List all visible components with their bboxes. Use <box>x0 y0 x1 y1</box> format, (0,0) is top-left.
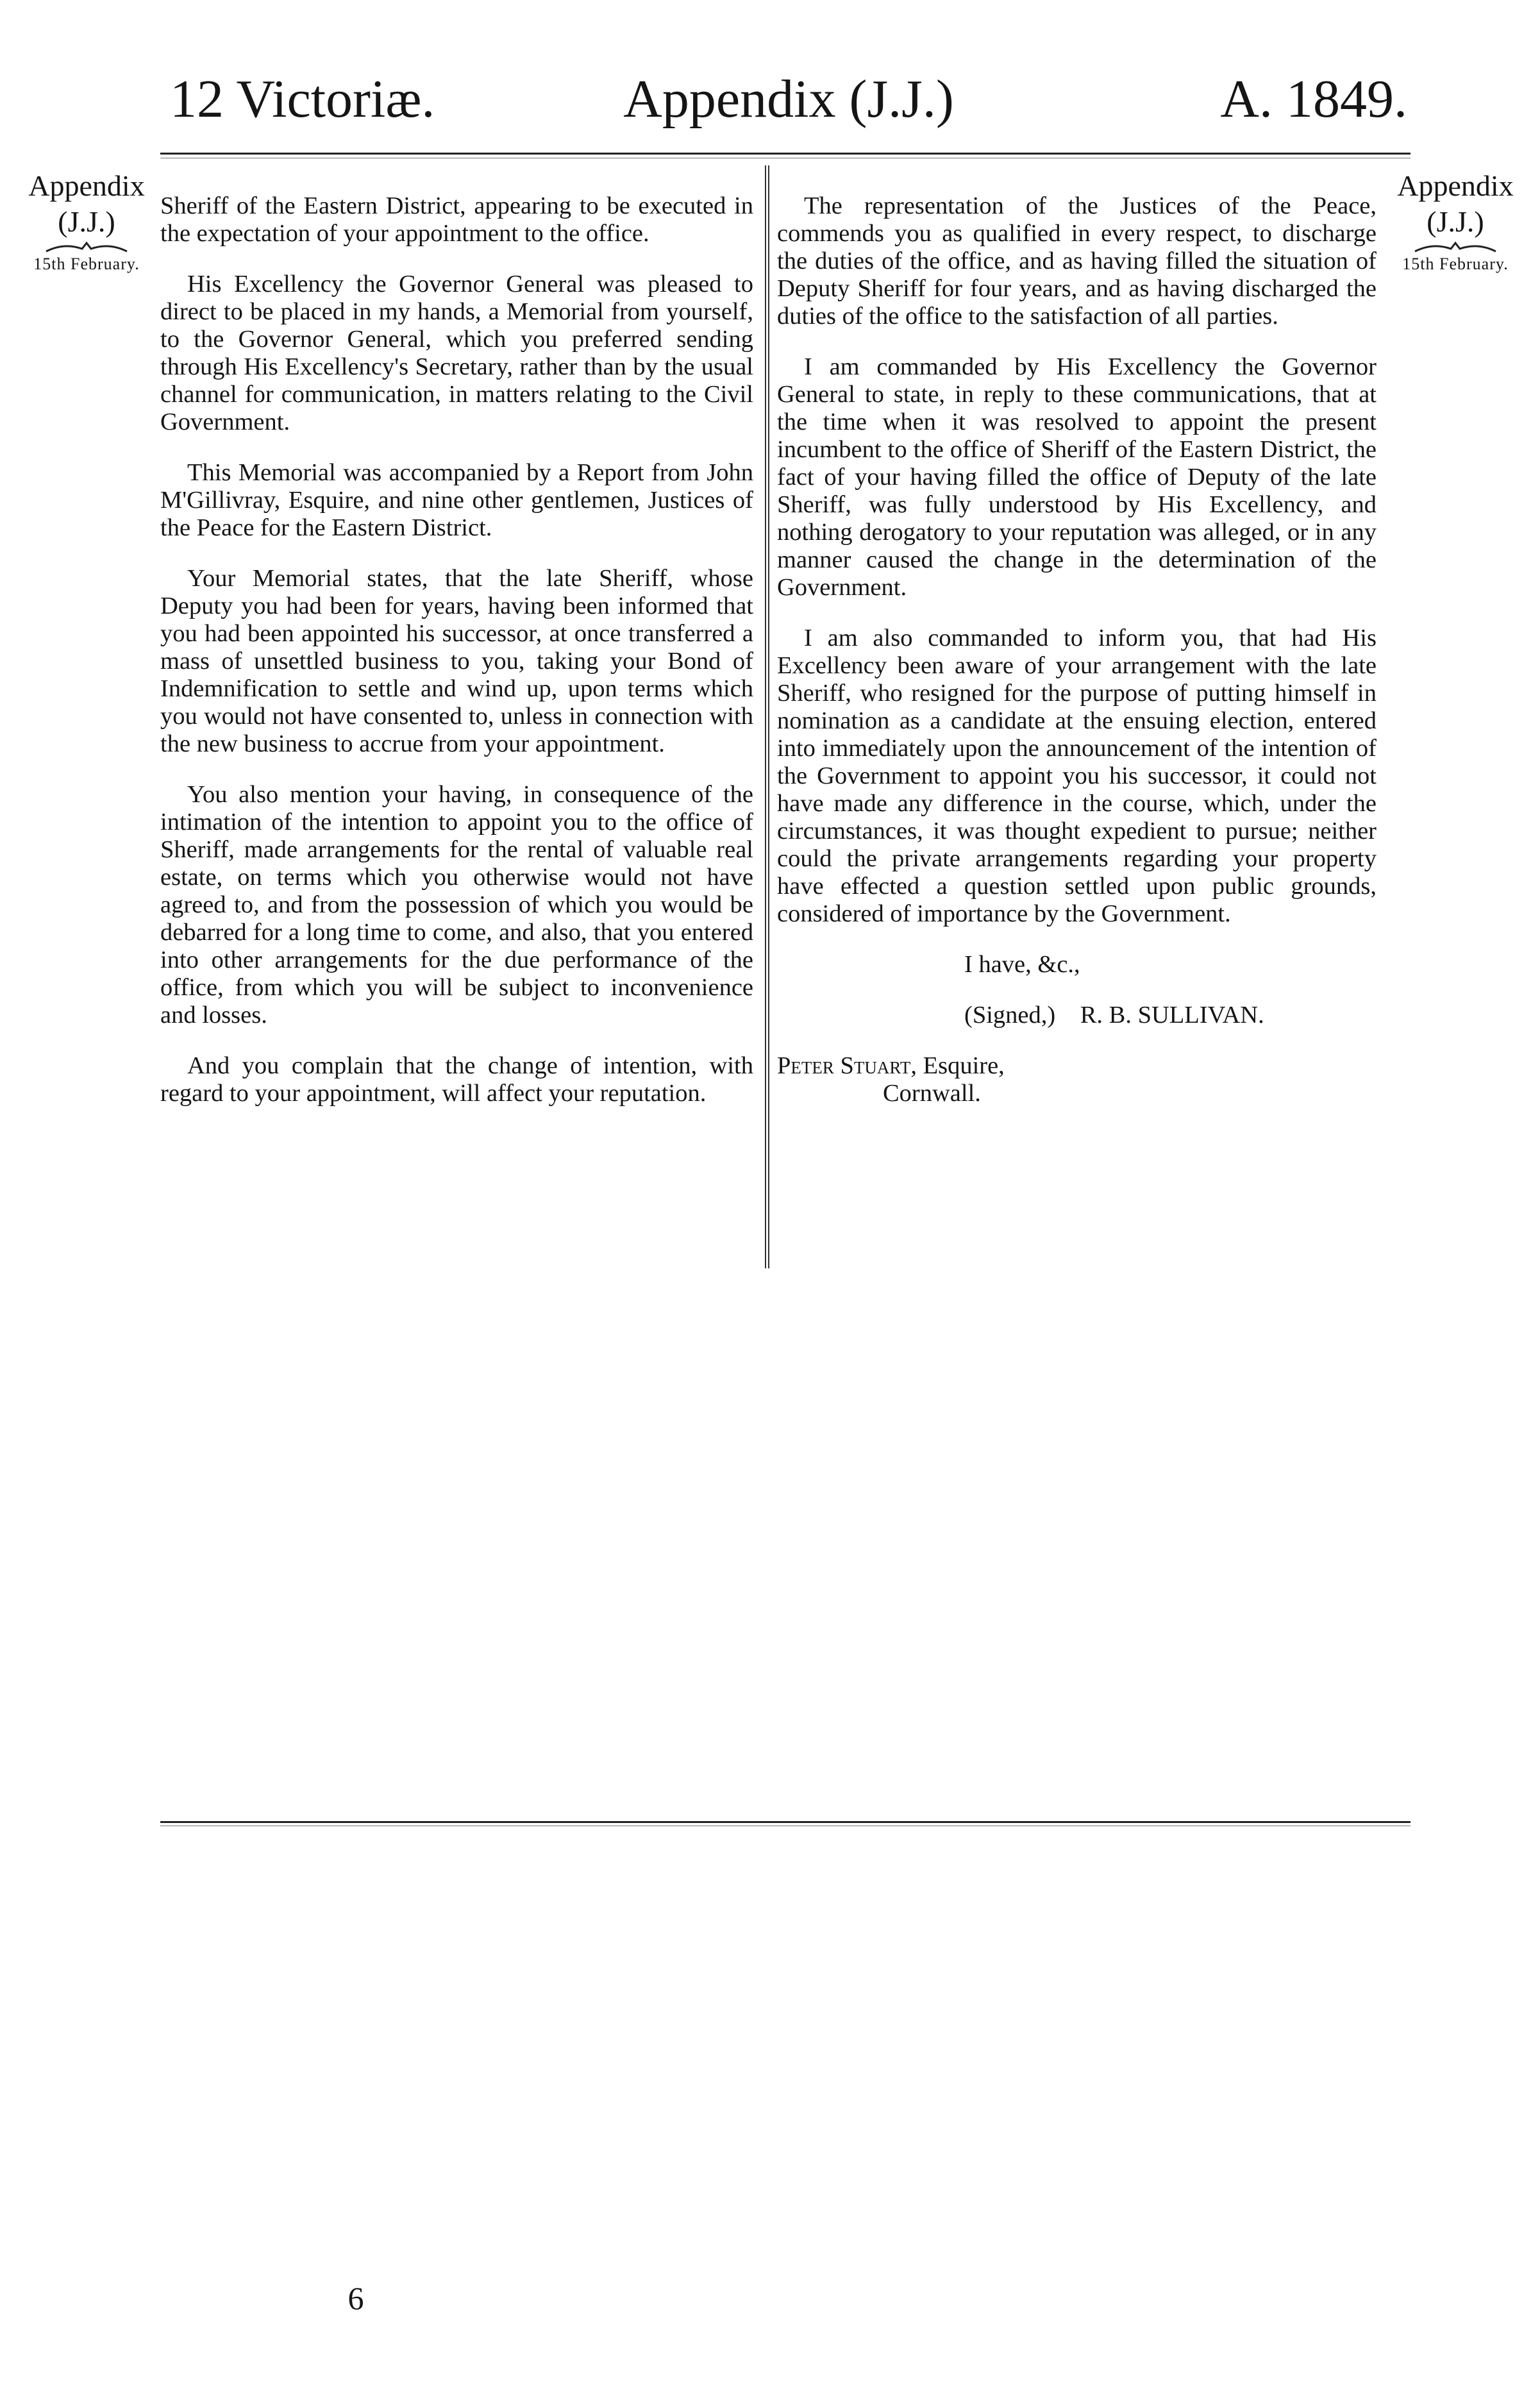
header-regnal-year: 12 Victoriæ. <box>170 69 435 129</box>
running-header <box>163 64 1414 135</box>
left-margin-date: 15th February. <box>33 255 140 273</box>
right-margin-note <box>1382 168 1529 274</box>
signed-line <box>777 1002 1377 1029</box>
left-paragraph-5: You also mention your having, in consequence of the intimation of the intention to appoint you to the office of Sheriff, made arrangements for the rental of valuable real estate, on terms which you otherwise would not have agreed to, and from the possession of which you would be debarred for a long time to come, and also, that you entered into other arrangements for the due performance of the office, from which you will be subject to inconvenience and losses. <box>160 781 753 1029</box>
header-rule <box>160 153 1410 158</box>
signatory-name: R. B. SULLIVAN. <box>1080 1002 1264 1029</box>
right-paragraph-2: I am commanded by His Excellency the Governor General to state, in reply to these communications, that at the time when it was resolved to appoint the present incumbent to the office of Sheriff of the Eastern District, the fact of your having filled the office of Deputy of the late Sheriff, was fully understood by His Excellency, and nothing derogatory to your reputation was alleged, or in any manner caused the change in the determination of the Government. <box>777 353 1377 601</box>
right-paragraph-1: The representation of the Justices of the Peace, commends you as qualified in every respect, to discharge the duties of the office, and as having filled the situation of Deputy Sheriff for four years, and as having discharged the duties of the office to the satisfaction of all parties. <box>777 192 1377 330</box>
left-paragraph-1: Sheriff of the Eastern District, appearing to be executed in the expectation of your appointment to the office. <box>160 192 753 247</box>
closing-phrase: I have, &c., <box>964 951 1080 978</box>
right-margin-date: 15th February. <box>1402 255 1509 273</box>
left-paragraph-4: Your Memorial states, that the late Sheriff, whose Deputy you had been for years, having been informed that you had been appointed his successor, at once transferred a mass of unsettled business to you, taking your Bond of Indemnification to settle and wind up, upon terms which you would not have consented to, unless in connection with the new business to accrue from your appointment. <box>160 565 753 757</box>
right-margin-brace-icon <box>1414 241 1497 254</box>
addressee-line <box>777 1052 1377 1080</box>
right-margin-appendix: Appendix <box>1397 169 1514 202</box>
left-margin-appendix: Appendix <box>28 169 145 202</box>
addressee-name: Peter Stuart <box>777 1052 911 1079</box>
right-paragraph-3: I am also commanded to inform you, that had His Excellency been aware of your arrangement with the late Sheriff, who resigned for the purpose of putting himself in nomination as a candidate at the ensuing election, entered into immediately upon the announcement of the intention of the Government to appoint you his successor, it could not have made any difference in the course, which, under the circumstances, it was thought expedient to pursue; neither could the private arrangements regarding your property have effected a question settled upon public grounds, considered of importance by the Government. <box>777 625 1377 927</box>
right-column <box>777 192 1377 1107</box>
left-paragraph-3: This Memorial was accompanied by a Report from John M'Gillivray, Esquire, and nine other gentlemen, Justices of the Peace for the Eastern District. <box>160 459 753 541</box>
column-divider <box>765 165 769 1268</box>
addressee-title: , Esquire, <box>910 1052 1005 1079</box>
addressee-place: Cornwall. <box>883 1080 981 1107</box>
left-column <box>160 192 753 1130</box>
left-paragraph-2: His Excellency the Governor General was pleased to direct to be placed in my hands, a Memorial from yourself, to the Governor General, which you preferred sending through His Excellency's Secretary, rather than by the usual channel for communication, in matters relating to the Civil Government. <box>160 271 753 435</box>
page-number: 6 <box>347 2280 364 2316</box>
signature-block <box>777 951 1377 1029</box>
left-margin-note <box>13 168 160 274</box>
signed-label: (Signed,) <box>964 1002 1056 1029</box>
footer-rule <box>160 1821 1410 1826</box>
header-session-year: A. 1849. <box>1220 69 1407 129</box>
left-margin-jj: (J.J.) <box>58 205 115 238</box>
header-appendix-title: Appendix (J.J.) <box>623 69 954 129</box>
right-margin-jj: (J.J.) <box>1427 205 1484 238</box>
left-margin-brace-icon <box>45 241 128 254</box>
left-paragraph-6: And you complain that the change of intention, with regard to your appointment, will affect your reputation. <box>160 1052 753 1107</box>
addressee-block <box>777 1052 1377 1107</box>
